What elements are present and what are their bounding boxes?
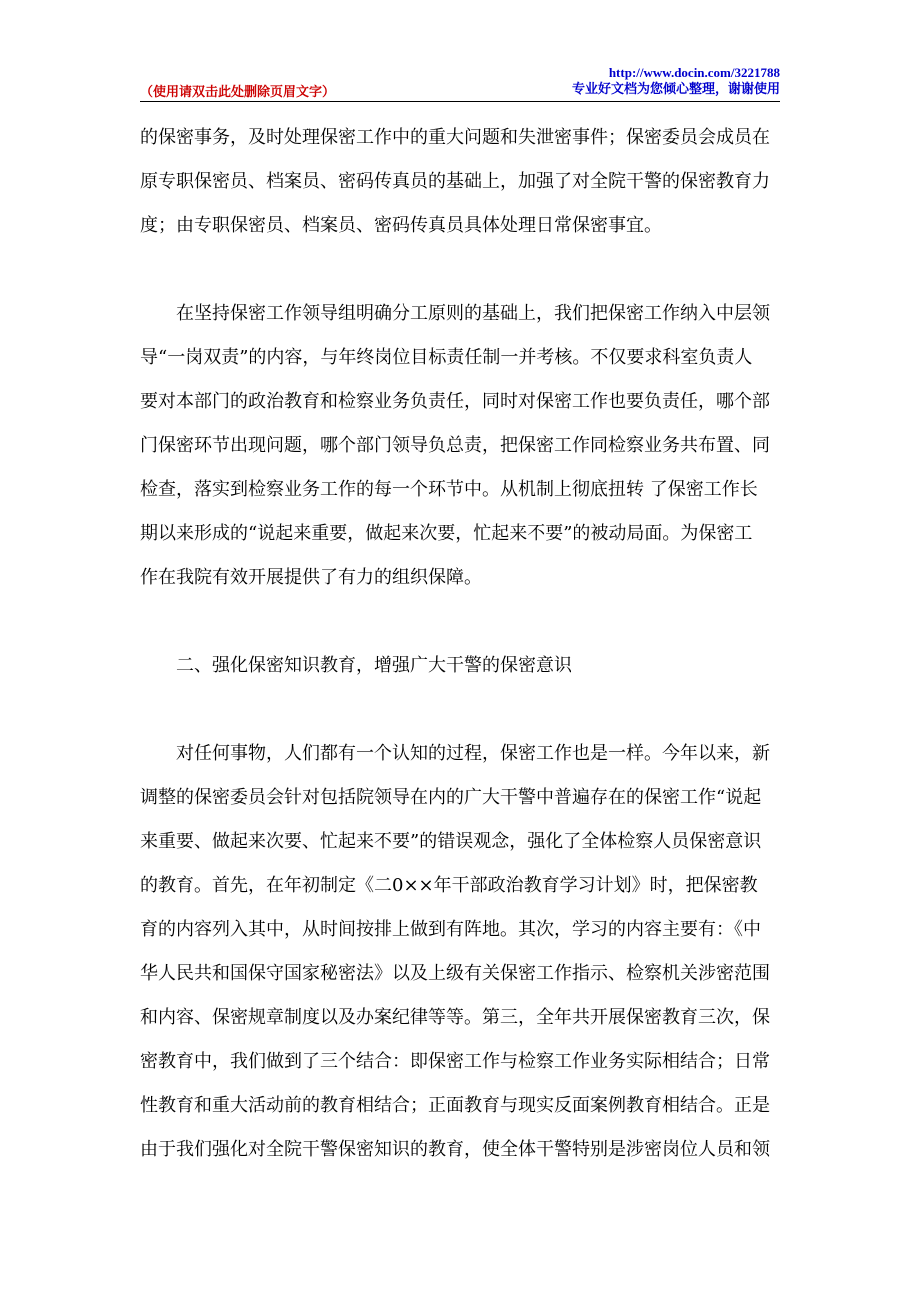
paragraph-continuation [140, 116, 780, 248]
text-line: 要对本部门的政治教育和检察业务负责任，同时对保密工作也要负责任，哪个部 [140, 391, 770, 412]
text-line: 导“一岗双责”的内容，与年终岗位目标责任制一并考核。不仅要求科室负责人 [140, 347, 753, 368]
paragraph-responsibility [140, 292, 780, 600]
text-line: 在坚持保密工作领导组明确分工原则的基础上，我们把保密工作纳入中层领 [176, 303, 770, 324]
header-slogan: 专业好文档为您倾心整理，谢谢使用 [571, 82, 780, 97]
text-line: 的教育。首先，在年初制定《二0××年干部政治教育学习计划》时，把保密教 [140, 875, 758, 896]
text-line: 和内容、保密规章制度以及办案纪律等等。第三，全年共开展保密教育三次，保 [140, 1007, 770, 1028]
header-divider [140, 101, 780, 102]
text-line: 密教育中，我们做到了三个结合：即保密工作与检察工作业务实际相结合；日常 [140, 1051, 770, 1072]
paragraph-education [140, 732, 780, 1172]
text-line: 原专职保密员、档案员、密码传真员的基础上，加强了对全院干警的保密教育力 [140, 171, 770, 192]
heading-line: 二、强化保密知识教育，增强广大干警的保密意识 [176, 655, 572, 676]
header-url[interactable]: http://www.docin.com/3221788 [608, 65, 780, 80]
text-line: 作在我院有效开展提供了有力的组织保障。 [140, 567, 482, 588]
text-line: 对任何事物，人们都有一个认知的过程，保密工作也是一样。今年以来，新 [176, 743, 770, 764]
text-line: 性教育和重大活动前的教育相结合；正面教育与现实反面案例教育相结合。正是 [140, 1095, 770, 1116]
text-line: 检查，落实到检察业务工作的每一个环节中。从机制上彻底扭转 了保密工作长 [140, 479, 758, 500]
paragraph-gap [140, 600, 780, 644]
header-branding [572, 64, 780, 98]
text-line: 的保密事务，及时处理保密工作中的重大问题和失泄密事件；保密委员会成员在 [140, 127, 770, 148]
section-heading [140, 644, 780, 688]
header-delete-note: （使用请双击此处删除页眉文字） [140, 85, 336, 100]
paragraph-gap [140, 248, 780, 292]
text-line: 门保密环节出现问题，哪个部门领导负总责，把保密工作同检察业务共布置、同 [140, 435, 770, 456]
paragraph-gap [140, 688, 780, 732]
text-line: 调整的保密委员会针对包括院领导在内的广大干警中普遍存在的保密工作“说起 [140, 787, 762, 808]
text-line: 度；由专职保密员、档案员、密码传真员具体处理日常保密事宜。 [140, 215, 662, 236]
text-line: 华人民共和国保守国家秘密法》以及上级有关保密工作指示、检察机关涉密范围 [140, 963, 770, 984]
text-line: 期以来形成的“说起来重要，做起来次要，忙起来不要”的被动局面。为保密工 [140, 523, 753, 544]
text-line: 育的内容列入其中，从时间按排上做到有阵地。其次，学习的内容主要有：《中 [140, 919, 761, 940]
text-line: 来重要、做起来次要、忙起来不要”的错误观念，强化了全体检察人员保密意识 [140, 831, 762, 852]
document-body [140, 116, 780, 1172]
text-line: 由于我们强化对全院干警保密知识的教育，使全体干警特别是涉密岗位人员和领 [140, 1139, 770, 1160]
